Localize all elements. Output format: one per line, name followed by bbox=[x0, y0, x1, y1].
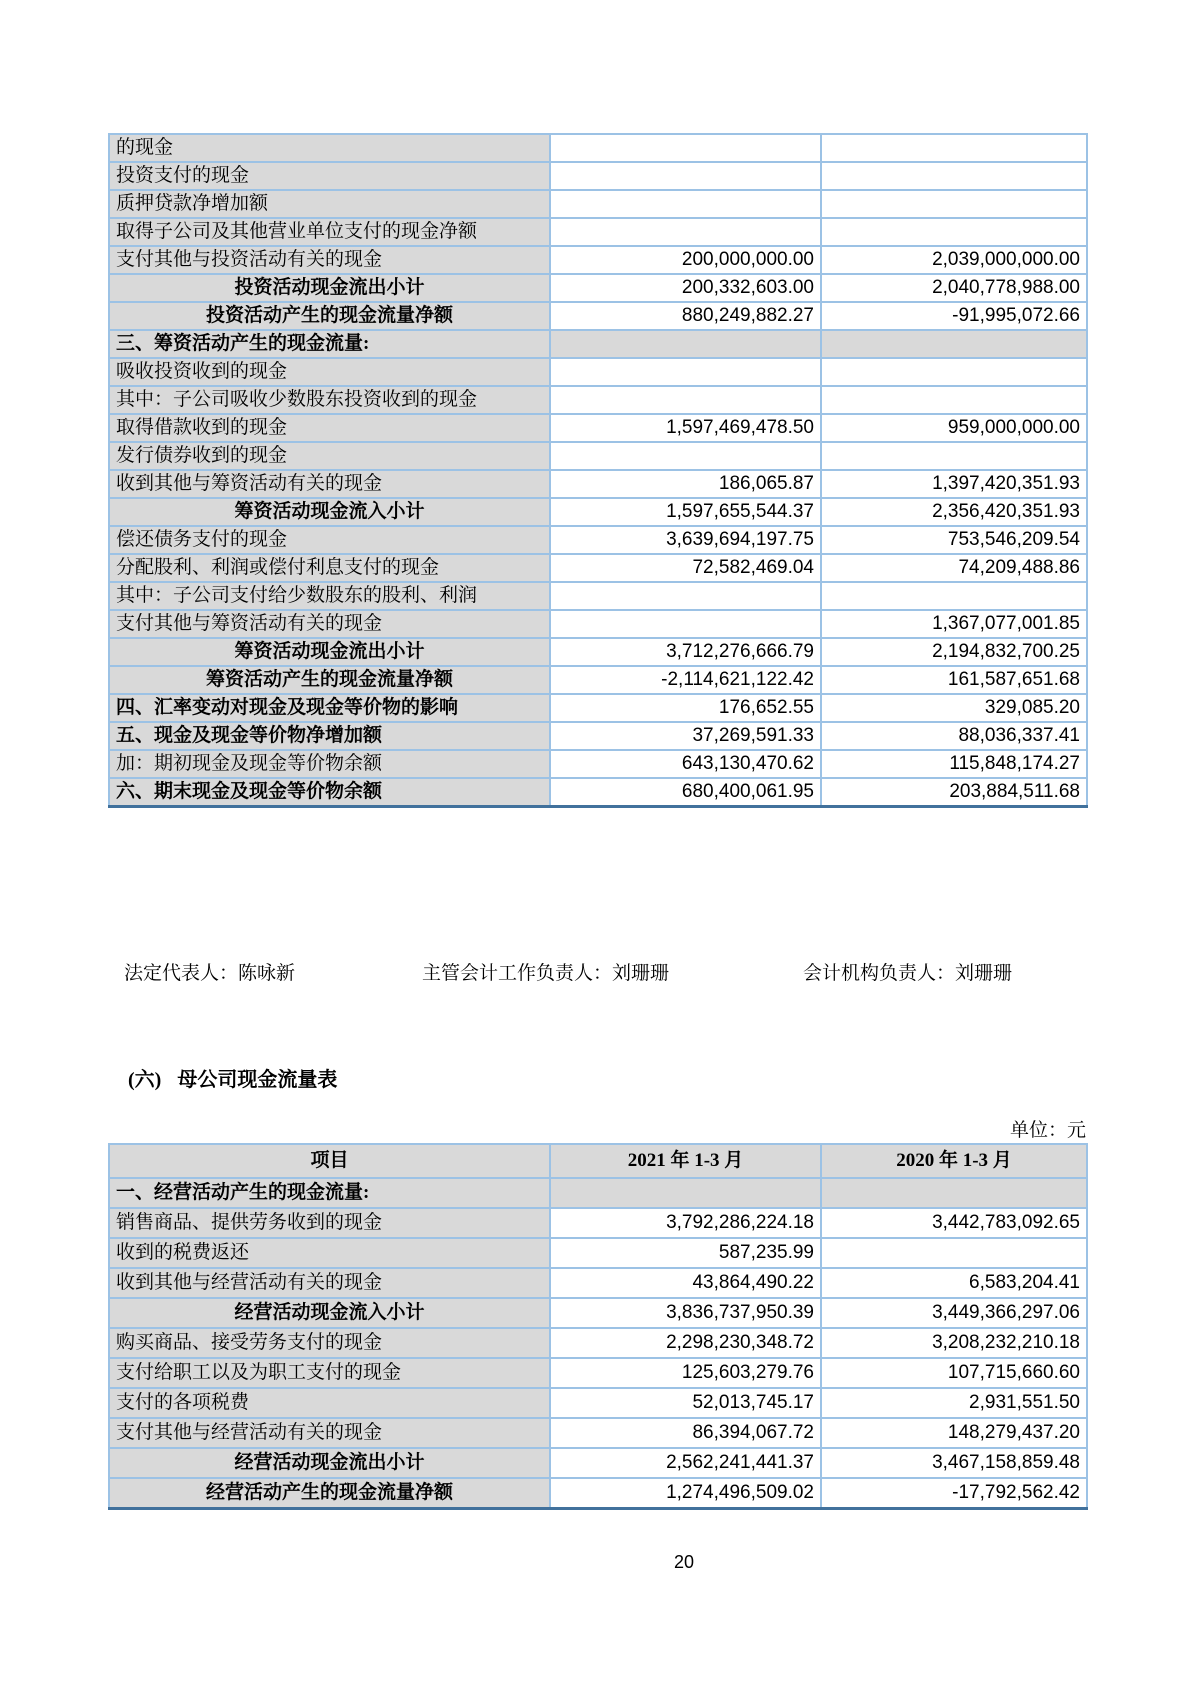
row-value-2021 bbox=[550, 134, 821, 162]
row-value-2020 bbox=[821, 134, 1087, 162]
row-value-2020: 107,715,660.60 bbox=[821, 1358, 1087, 1388]
row-value-2021: 1,597,469,478.50 bbox=[550, 414, 821, 442]
unit-label: 单位：元 bbox=[1009, 1120, 1086, 1141]
table-row bbox=[109, 134, 1087, 162]
table-row bbox=[109, 498, 1087, 526]
table-row bbox=[109, 1268, 1087, 1298]
section-number: (六) bbox=[128, 1069, 162, 1091]
row-value-2021 bbox=[550, 162, 821, 190]
table-row bbox=[109, 1478, 1087, 1509]
table-row bbox=[109, 162, 1087, 190]
table-row bbox=[109, 470, 1087, 498]
row-label: 经营活动现金流入小计 bbox=[109, 1298, 550, 1328]
row-label: 投资支付的现金 bbox=[109, 162, 550, 190]
row-value-2021: 880,249,882.27 bbox=[550, 302, 821, 330]
table-row bbox=[109, 666, 1087, 694]
row-value-2020: -91,995,072.66 bbox=[821, 302, 1087, 330]
row-label: 四、汇率变动对现金及现金等价物的影响 bbox=[109, 694, 550, 722]
row-value-2020: 2,040,778,988.00 bbox=[821, 274, 1087, 302]
row-label: 一、经营活动产生的现金流量: bbox=[109, 1178, 550, 1208]
row-label: 五、现金及现金等价物净增加额 bbox=[109, 722, 550, 750]
row-label: 质押贷款净增加额 bbox=[109, 190, 550, 218]
row-value-2021: 72,582,469.04 bbox=[550, 554, 821, 582]
row-label: 收到其他与经营活动有关的现金 bbox=[109, 1268, 550, 1298]
row-label: 收到的税费返还 bbox=[109, 1238, 550, 1268]
row-value-2021 bbox=[550, 358, 821, 386]
row-value-2021: 3,712,276,666.79 bbox=[550, 638, 821, 666]
row-label: 取得子公司及其他营业单位支付的现金净额 bbox=[109, 218, 550, 246]
row-value-2021: 176,652.55 bbox=[550, 694, 821, 722]
page-number: 20 bbox=[673, 1552, 695, 1572]
row-value-2020: 2,356,420,351.93 bbox=[821, 498, 1087, 526]
row-label: 筹资活动产生的现金流量净额 bbox=[109, 666, 550, 694]
row-label: 三、筹资活动产生的现金流量: bbox=[109, 330, 550, 358]
row-value-2021: 2,298,230,348.72 bbox=[550, 1328, 821, 1358]
row-value-2020: 3,467,158,859.48 bbox=[821, 1448, 1087, 1478]
row-value-2021 bbox=[550, 218, 821, 246]
row-label: 销售商品、提供劳务收到的现金 bbox=[109, 1208, 550, 1238]
row-label: 分配股利、利润或偿付利息支付的现金 bbox=[109, 554, 550, 582]
table-row bbox=[109, 1208, 1087, 1238]
table-row bbox=[109, 1418, 1087, 1448]
row-value-2021: 86,394,067.72 bbox=[550, 1418, 821, 1448]
row-value-2020: 6,583,204.41 bbox=[821, 1268, 1087, 1298]
table-row bbox=[109, 554, 1087, 582]
row-label: 支付其他与筹资活动有关的现金 bbox=[109, 610, 550, 638]
row-value-2020: 3,442,783,092.65 bbox=[821, 1208, 1087, 1238]
row-value-2020: -17,792,562.42 bbox=[821, 1478, 1087, 1509]
row-value-2020 bbox=[821, 218, 1087, 246]
table-row bbox=[109, 386, 1087, 414]
row-value-2021 bbox=[550, 190, 821, 218]
table-row bbox=[109, 778, 1087, 807]
row-label: 支付其他与经营活动有关的现金 bbox=[109, 1418, 550, 1448]
row-label: 取得借款收到的现金 bbox=[109, 414, 550, 442]
table-row bbox=[109, 274, 1087, 302]
row-label: 支付给职工以及为职工支付的现金 bbox=[109, 1358, 550, 1388]
row-value-2021: 680,400,061.95 bbox=[550, 778, 821, 807]
row-label: 收到其他与筹资活动有关的现金 bbox=[109, 470, 550, 498]
row-value-2021 bbox=[550, 386, 821, 414]
table-row bbox=[109, 246, 1087, 274]
table-row bbox=[109, 1448, 1087, 1478]
row-value-2020: 115,848,174.27 bbox=[821, 750, 1087, 778]
table-row bbox=[109, 442, 1087, 470]
row-value-2021 bbox=[550, 442, 821, 470]
row-value-2020 bbox=[821, 582, 1087, 610]
table-row bbox=[109, 694, 1087, 722]
table-row bbox=[109, 610, 1087, 638]
row-value-2020: 2,931,551.50 bbox=[821, 1388, 1087, 1418]
row-value-2020: 2,039,000,000.00 bbox=[821, 246, 1087, 274]
table-row bbox=[109, 1238, 1087, 1268]
table-row bbox=[109, 582, 1087, 610]
accounting-org-head: 会计机构负责人：刘珊珊 bbox=[803, 963, 1013, 984]
row-value-2021 bbox=[550, 610, 821, 638]
row-label: 其中：子公司支付给少数股东的股利、利润 bbox=[109, 582, 550, 610]
row-label: 加：期初现金及现金等价物余额 bbox=[109, 750, 550, 778]
table-row bbox=[109, 302, 1087, 330]
row-label: 吸收投资收到的现金 bbox=[109, 358, 550, 386]
table-row bbox=[109, 750, 1087, 778]
row-value-2020: 959,000,000.00 bbox=[821, 414, 1087, 442]
row-label: 经营活动产生的现金流量净额 bbox=[109, 1478, 550, 1509]
row-label: 支付的各项税费 bbox=[109, 1388, 550, 1418]
row-value-2021: 2,562,241,441.37 bbox=[550, 1448, 821, 1478]
parent-company-cashflow-table bbox=[108, 1143, 1088, 1510]
row-value-2020: 1,397,420,351.93 bbox=[821, 470, 1087, 498]
row-label: 六、期末现金及现金等价物余额 bbox=[109, 778, 550, 807]
row-value-2021 bbox=[550, 582, 821, 610]
row-value-2021: 200,000,000.00 bbox=[550, 246, 821, 274]
header-2021: 2021 年 1-3 月 bbox=[550, 1144, 821, 1178]
row-value-2021: 3,792,286,224.18 bbox=[550, 1208, 821, 1238]
row-value-2020: 753,546,209.54 bbox=[821, 526, 1087, 554]
row-label: 发行债券收到的现金 bbox=[109, 442, 550, 470]
row-value-2020: 1,367,077,001.85 bbox=[821, 610, 1087, 638]
table-row bbox=[109, 1388, 1087, 1418]
section-heading bbox=[128, 1063, 337, 1092]
row-value-2020: 3,449,366,297.06 bbox=[821, 1298, 1087, 1328]
row-value-2020 bbox=[821, 358, 1087, 386]
row-value-2020: 2,194,832,700.25 bbox=[821, 638, 1087, 666]
row-value-2021: 3,836,737,950.39 bbox=[550, 1298, 821, 1328]
table-row bbox=[109, 722, 1087, 750]
table-row bbox=[109, 1178, 1087, 1208]
row-value-2021: 587,235.99 bbox=[550, 1238, 821, 1268]
row-value-2021 bbox=[550, 1178, 821, 1208]
row-value-2020: 74,209,488.86 bbox=[821, 554, 1087, 582]
row-value-2020 bbox=[821, 442, 1087, 470]
legal-representative: 法定代表人：陈咏新 bbox=[124, 963, 296, 984]
table-row bbox=[109, 1328, 1087, 1358]
table-row bbox=[109, 218, 1087, 246]
row-value-2020: 88,036,337.41 bbox=[821, 722, 1087, 750]
row-value-2020: 203,884,511.68 bbox=[821, 778, 1087, 807]
header-item: 项目 bbox=[109, 1144, 550, 1178]
row-value-2021: 125,603,279.76 bbox=[550, 1358, 821, 1388]
row-label: 购买商品、接受劳务支付的现金 bbox=[109, 1328, 550, 1358]
header-2020: 2020 年 1-3 月 bbox=[821, 1144, 1087, 1178]
table-row bbox=[109, 638, 1087, 666]
table-row bbox=[109, 526, 1087, 554]
row-value-2020: 3,208,232,210.18 bbox=[821, 1328, 1087, 1358]
row-label: 支付其他与投资活动有关的现金 bbox=[109, 246, 550, 274]
row-value-2021: 3,639,694,197.75 bbox=[550, 526, 821, 554]
row-value-2020 bbox=[821, 190, 1087, 218]
row-label: 投资活动产生的现金流量净额 bbox=[109, 302, 550, 330]
signature-line bbox=[108, 958, 1086, 984]
table-row bbox=[109, 1298, 1087, 1328]
row-value-2021: -2,114,621,122.42 bbox=[550, 666, 821, 694]
row-value-2020: 148,279,437.20 bbox=[821, 1418, 1087, 1448]
row-value-2020 bbox=[821, 162, 1087, 190]
table-row bbox=[109, 358, 1087, 386]
row-value-2020: 161,587,651.68 bbox=[821, 666, 1087, 694]
row-value-2021: 1,274,496,509.02 bbox=[550, 1478, 821, 1509]
row-value-2020 bbox=[821, 386, 1087, 414]
row-label: 筹资活动现金流出小计 bbox=[109, 638, 550, 666]
row-value-2020 bbox=[821, 330, 1087, 358]
consolidated-cashflow-table-continued bbox=[108, 133, 1088, 808]
row-value-2021: 1,597,655,544.37 bbox=[550, 498, 821, 526]
row-label: 投资活动现金流出小计 bbox=[109, 274, 550, 302]
row-label: 经营活动现金流出小计 bbox=[109, 1448, 550, 1478]
section-title: 母公司现金流量表 bbox=[177, 1069, 338, 1091]
table-row bbox=[109, 1358, 1087, 1388]
row-value-2020 bbox=[821, 1238, 1087, 1268]
row-value-2021: 37,269,591.33 bbox=[550, 722, 821, 750]
row-value-2020 bbox=[821, 1178, 1087, 1208]
row-value-2021 bbox=[550, 330, 821, 358]
row-value-2020: 329,085.20 bbox=[821, 694, 1087, 722]
table-header-row bbox=[109, 1144, 1087, 1178]
table-row bbox=[109, 414, 1087, 442]
row-label: 偿还债务支付的现金 bbox=[109, 526, 550, 554]
chief-accountant: 主管会计工作负责人：刘珊珊 bbox=[422, 963, 670, 984]
row-value-2021: 52,013,745.17 bbox=[550, 1388, 821, 1418]
table-row bbox=[109, 190, 1087, 218]
row-label: 筹资活动现金流入小计 bbox=[109, 498, 550, 526]
row-value-2021: 186,065.87 bbox=[550, 470, 821, 498]
row-value-2021: 643,130,470.62 bbox=[550, 750, 821, 778]
row-value-2021: 43,864,490.22 bbox=[550, 1268, 821, 1298]
table-row bbox=[109, 330, 1087, 358]
row-label: 其中：子公司吸收少数股东投资收到的现金 bbox=[109, 386, 550, 414]
row-value-2021: 200,332,603.00 bbox=[550, 274, 821, 302]
row-label: 的现金 bbox=[109, 134, 550, 162]
